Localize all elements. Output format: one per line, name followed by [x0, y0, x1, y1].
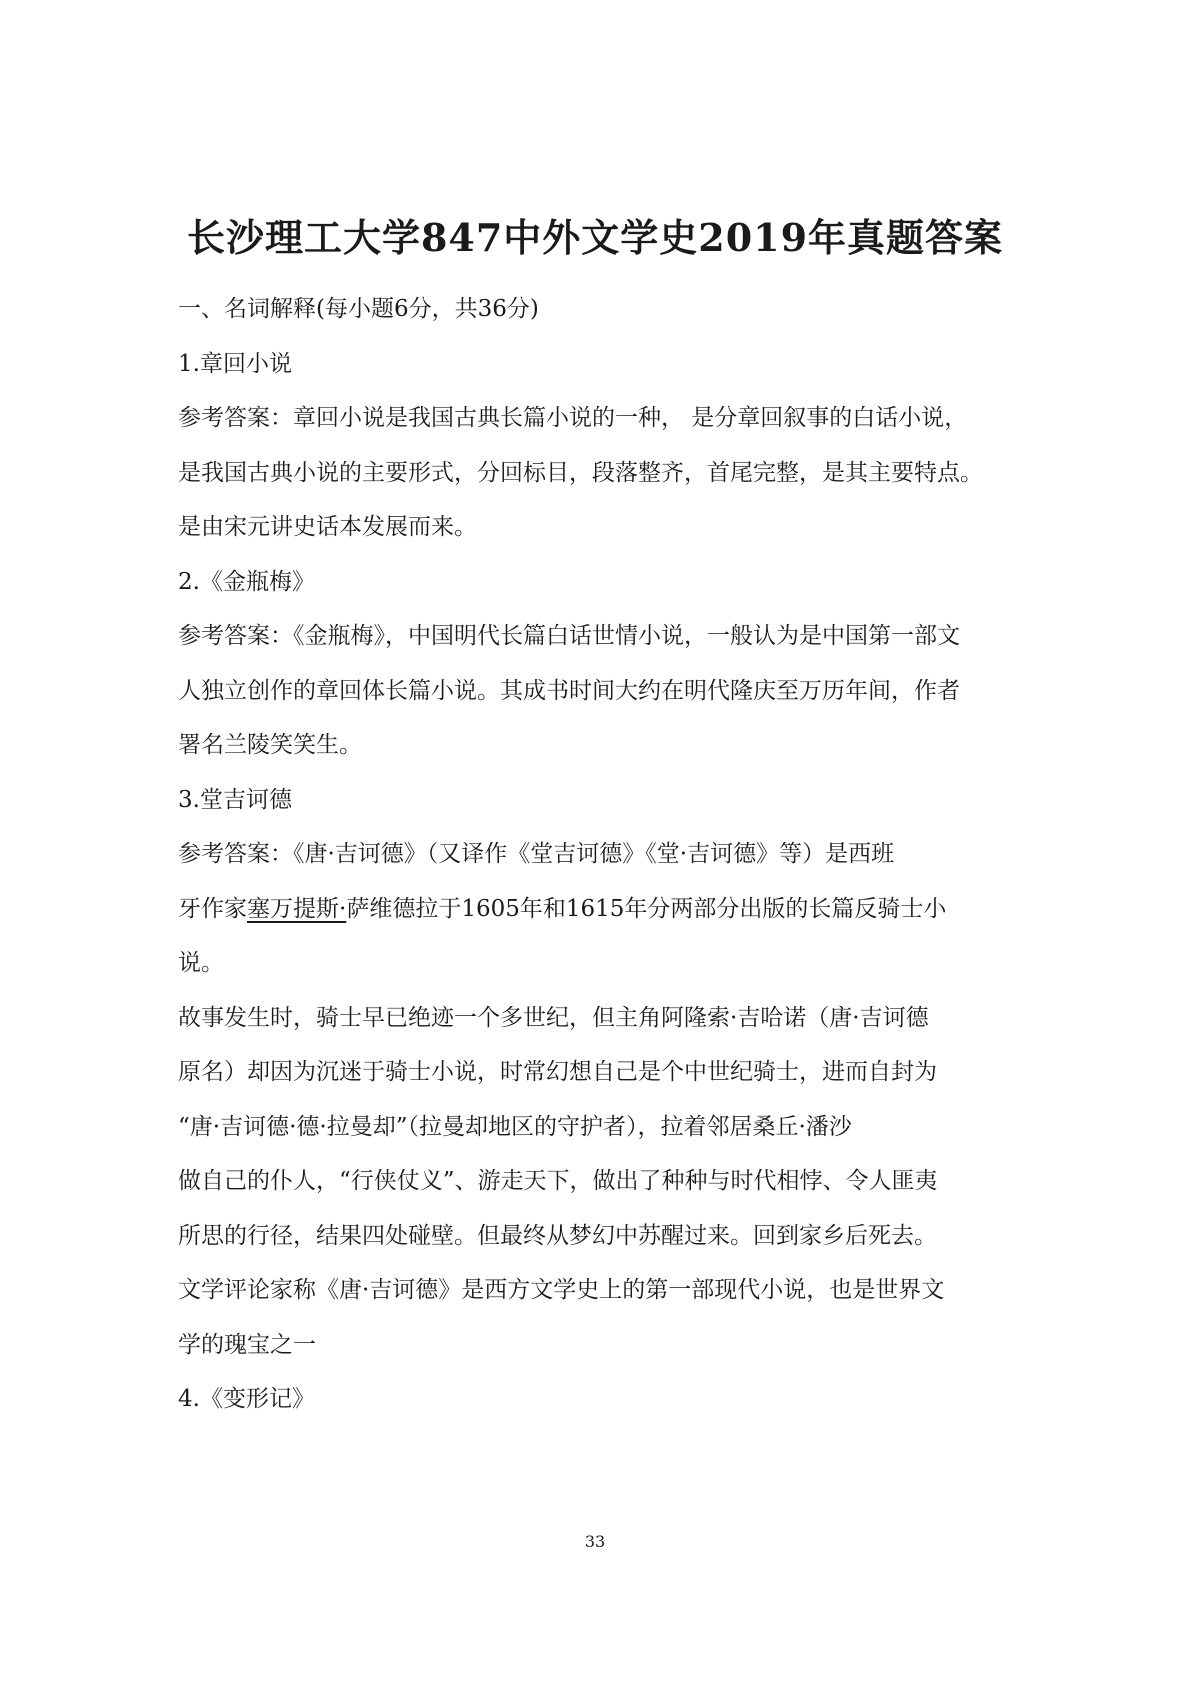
answer-line: 人独立创作的章回体长篇小说。其成书时间大约在明代隆庆至万历年间，作者 [178, 677, 960, 704]
underlined-author-name: 塞万提斯· [247, 895, 347, 922]
answer-line: 是由宋元讲史话本发展而来。 [178, 514, 477, 540]
document-body [178, 282, 1018, 1427]
story-line: 文学评论家称《唐·吉诃德》是西方文学史上的第一部现代小说，也是世界文 [178, 1277, 945, 1303]
answer-line [178, 882, 1018, 937]
question-heading-1: 1.章回小说 [178, 350, 292, 377]
answer-line: 是我国古典小说的主要形式，分回标目，段落整齐，首尾完整，是其主要特点。 [178, 459, 983, 486]
page-number: 33 [584, 1532, 606, 1551]
page-title: 长沙理工大学847中外文学史2019年真题答案 [186, 215, 1004, 260]
answer-line: 说。 [178, 950, 224, 976]
story-line: “唐·吉诃德·德·拉曼却”（拉曼却地区的守护者），拉着邻居桑丘·潘沙 [178, 1113, 852, 1140]
story-line: 所思的行径，结果四处碰壁。但最终从梦幻中苏醒过来。回到家乡后死去。 [178, 1222, 937, 1249]
question-heading-3: 3.堂吉诃德 [178, 786, 292, 813]
question-heading-4: 4.《变形记》 [178, 1386, 315, 1412]
answer-line: 参考答案：《唐·吉诃德》（又译作《堂吉诃德》《堂·吉诃德》等）是西班 [178, 841, 895, 867]
answer-text: 萨维德拉于1605年和1615年分两部分出版的长篇反骑士小 [346, 895, 947, 922]
story-line: 原名）却因为沉迷于骑士小说，时常幻想自己是个中世纪骑士，进而自封为 [178, 1059, 937, 1085]
story-line: 学的瑰宝之一 [178, 1331, 316, 1358]
question-heading-2: 2.《金瓶梅》 [178, 568, 315, 595]
answer-text: 牙作家 [178, 895, 247, 922]
story-line: 故事发生时，骑士早已绝迹一个多世纪，但主角阿隆索·吉哈诺（唐·吉诃德 [178, 1004, 929, 1031]
answer-line: 署名兰陵笑笑生。 [178, 732, 362, 758]
section-heading: 一、名词解释(每小题6分，共36分) [178, 296, 539, 322]
story-line: 做自己的仆人，“行侠仗义”、游走天下，做出了种种与时代相悖、令人匪夷 [178, 1168, 938, 1194]
answer-line: 参考答案：章回小说是我国古典长篇小说的一种， 是分章回叙事的白话小说， [178, 405, 968, 431]
answer-line: 参考答案：《金瓶梅》，中国明代长篇白话世情小说，一般认为是中国第一部文 [178, 623, 960, 649]
